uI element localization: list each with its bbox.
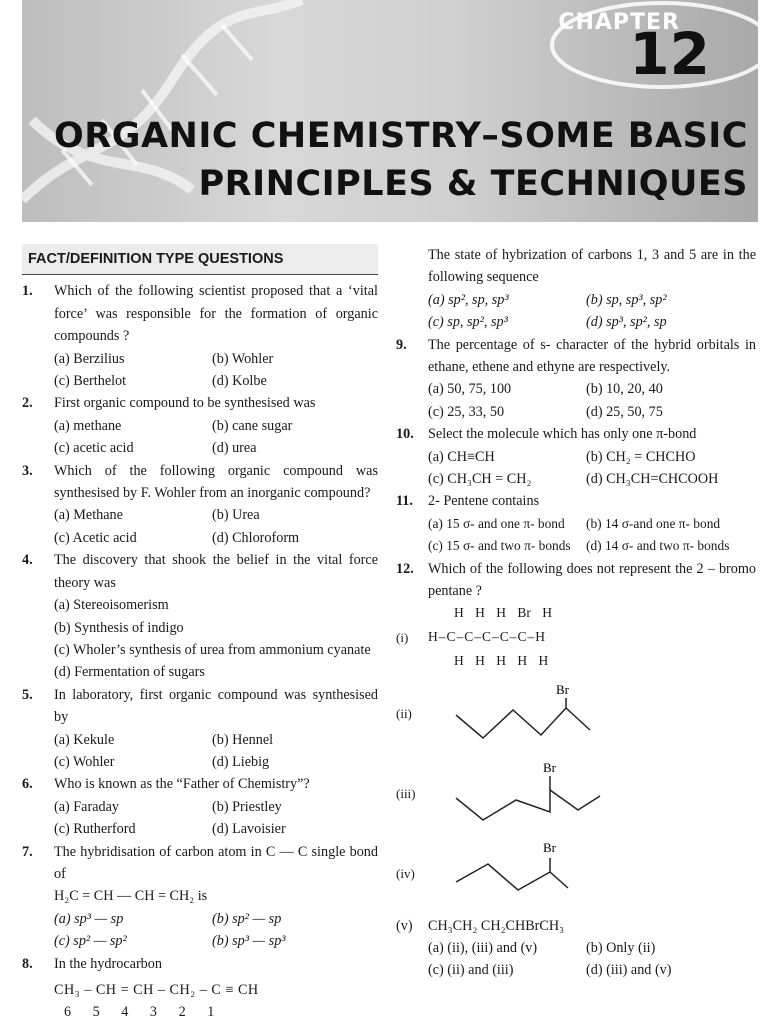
structure-iii [396, 755, 756, 835]
carbon-chain-line [456, 864, 568, 890]
option: (b) 10, 20, 40 [586, 381, 663, 398]
option: (c) acetic acid [54, 440, 134, 457]
option: (a) 15 σ- and one π- bond [428, 515, 565, 531]
option: (d) CH₃CH=CHCOOH [586, 471, 719, 488]
section-heading: FACT/DEFINITION TYPE QUESTIONS [22, 244, 378, 275]
option: (a) Methane [54, 507, 123, 524]
question-text: First organic compound to be synthesised was [54, 395, 316, 412]
question-3 [22, 460, 378, 505]
option: (a) sp³ — sp [54, 910, 124, 927]
option: (b) Hennel [212, 731, 274, 748]
option: (d) (iii) and (v) [586, 962, 672, 979]
question-8-continued: The state of hybrization of carbons 1, 3 and 5 are in the following sequence [428, 247, 756, 286]
option: (a) sp², sp, sp³ [428, 291, 509, 308]
option: (d) urea [212, 440, 257, 457]
structure-v [396, 915, 756, 937]
option: (b) Priestley [212, 798, 282, 815]
option: (b) sp² — sp [212, 910, 282, 927]
question-3-options [22, 504, 378, 549]
question-text: The percentage of s- character of the hybrid orbitals in ethane, ethene and ethyne are respectively. [428, 336, 756, 376]
bromine-label: Br [543, 759, 556, 775]
carbon-chain: H–C–C–C–C–C–H [428, 628, 547, 644]
option: (d) Liebig [212, 753, 270, 770]
hydrocarbon-formula: CH₃ – CH = CH – CH₂ – C ≡ CH [54, 982, 259, 998]
question-text: Which of the following does not represent the 2 – bromo pentane ? [428, 560, 756, 600]
expanded-formula [428, 606, 628, 672]
option: (b) Synthesis of indigo [54, 619, 184, 636]
option: (b) Wohler [212, 350, 274, 367]
option: (b) 14 σ-and one π- bond [586, 515, 721, 531]
question-5-options [22, 729, 378, 774]
skeletal-structure-iv [428, 840, 608, 910]
chapter-banner [22, 0, 758, 222]
option: (c) (ii) and (iii) [428, 962, 514, 979]
structure-label: (iv) [396, 866, 415, 882]
option: (b) Only (ii) [586, 939, 656, 956]
option: (d) Kolbe [212, 373, 267, 390]
option: (d) Chloroform [212, 529, 300, 546]
option: (a) Stereoisomerism [54, 597, 169, 614]
question-12 [396, 558, 756, 603]
question-6 [22, 773, 378, 795]
chapter-title-line2: PRINCIPLES & TECHNIQUES [198, 164, 748, 204]
condensed-formula: CH₃CH₂ CH₂CHBrCH₃ [428, 917, 565, 934]
chapter-label: CHAPTER [558, 10, 680, 35]
structure-i [396, 603, 756, 675]
question-number: 10. [396, 426, 414, 443]
option: (c) sp, sp², sp³ [428, 314, 508, 331]
carbon-chain-line [456, 708, 590, 738]
question-2-options [22, 415, 378, 460]
option: (d) sp³, sp², sp [586, 314, 667, 331]
question-5 [22, 684, 378, 729]
option: (d) Fermentation of sugars [54, 664, 205, 681]
option: (a) methane [54, 417, 122, 434]
question-text: Who is known as the “Father of Chemistry”? [54, 776, 310, 793]
question-10-options [396, 446, 756, 491]
question-2 [22, 392, 378, 414]
question-9-options [396, 378, 756, 423]
question-1-options [22, 348, 378, 393]
structure-label: (ii) [396, 706, 412, 722]
question-12-options [396, 937, 756, 982]
carbon-chain-line [456, 790, 600, 820]
structure-label: (iii) [396, 786, 416, 802]
option: (a) Faraday [54, 798, 119, 815]
option: (c) Wholer’s synthesis of urea from ammonium cyanate [54, 641, 371, 658]
option: (b) cane sugar [212, 417, 293, 434]
question-number: 12. [396, 560, 414, 577]
option: (a) Kekule [54, 731, 115, 748]
chapter-number: 12 [629, 20, 710, 88]
structure-label: (v) [396, 917, 413, 934]
option: (d) 14 σ- and two π- bonds [586, 538, 730, 554]
question-6-options [22, 796, 378, 841]
option: (b) sp, sp³, sp² [586, 291, 667, 308]
question-4 [22, 549, 378, 594]
left-column [22, 244, 378, 1024]
question-7-formula: H₂C = CH — CH = CH₂ is [54, 888, 208, 905]
right-column [396, 244, 756, 982]
question-9 [396, 334, 756, 379]
carbon-numbering: 6 5 4 3 2 1 [64, 1004, 215, 1021]
skeletal-structure-iii [428, 760, 608, 830]
option: (a) (ii), (iii) and (v) [428, 939, 538, 956]
question-number: 5. [22, 686, 33, 703]
question-8 [22, 953, 378, 975]
question-8-options [396, 289, 756, 334]
option: (d) Lavoisier [212, 821, 286, 838]
question-number: 1. [22, 283, 33, 300]
option: (b) CH₂ = CHCHO [586, 448, 696, 465]
question-text: Which of the following organic compound was synthesised by F. Wohler from an inorganic compound? [54, 462, 378, 502]
question-text: 2- Pentene contains [428, 493, 540, 510]
question-number: 7. [22, 843, 33, 860]
question-number: 2. [22, 395, 33, 412]
option: (c) sp² — sp² [54, 933, 127, 950]
question-text: The hybridisation of carbon atom in C — C single bond of [54, 843, 378, 882]
question-number: 9. [396, 336, 407, 353]
question-text: Which of the following scientist proposed that a ‘vital force’ was responsible for the formation of organic compounds ? [54, 283, 378, 345]
option: (c) Berthelot [54, 373, 127, 390]
option: (c) 25, 33, 50 [428, 403, 505, 420]
option: (b) sp³ — sp³ [212, 933, 286, 950]
option: (a) 50, 75, 100 [428, 381, 512, 398]
structure-label: (i) [396, 630, 409, 646]
question-number: 4. [22, 552, 33, 569]
question-number: 3. [22, 462, 33, 479]
bottom-hydrogens: H H H H H [454, 652, 549, 668]
option: (a) CH≡CH [428, 448, 495, 465]
bromine-label: Br [556, 681, 569, 697]
top-hydrogens: H H H Br H [454, 604, 552, 620]
option: (a) Berzilius [54, 350, 125, 367]
question-11-options [396, 513, 756, 558]
structure-ii [396, 675, 756, 755]
option: (c) Wohler [54, 753, 115, 770]
option: (c) Acetic acid [54, 529, 137, 546]
question-text: The discovery that shook the belief in the vital force theory was [54, 552, 378, 591]
structure-iv [396, 835, 756, 915]
option: (b) Urea [212, 507, 260, 524]
question-10 [396, 423, 756, 445]
question-7 [22, 841, 378, 886]
bromine-label: Br [543, 839, 556, 855]
question-number: 6. [22, 776, 33, 793]
question-1 [22, 280, 378, 347]
option: (c) 15 σ- and two π- bonds [428, 538, 571, 554]
question-7-options [22, 908, 378, 953]
question-11 [396, 490, 756, 512]
question-number: 8. [22, 955, 33, 972]
skeletal-structure-ii [428, 680, 608, 750]
question-number: 11. [396, 493, 413, 510]
option: (c) Rutherford [54, 821, 136, 838]
option: (c) CH₃CH = CH₂ [428, 471, 532, 488]
question-text: Select the molecule which has only one π-bond [428, 426, 697, 443]
option: (d) 25, 50, 75 [586, 403, 663, 420]
question-text: In laboratory, first organic compound was synthesised by [54, 686, 378, 726]
question-text: In the hydrocarbon [54, 955, 162, 972]
chapter-title-line1: ORGANIC CHEMISTRY–SOME BASIC [54, 116, 748, 156]
